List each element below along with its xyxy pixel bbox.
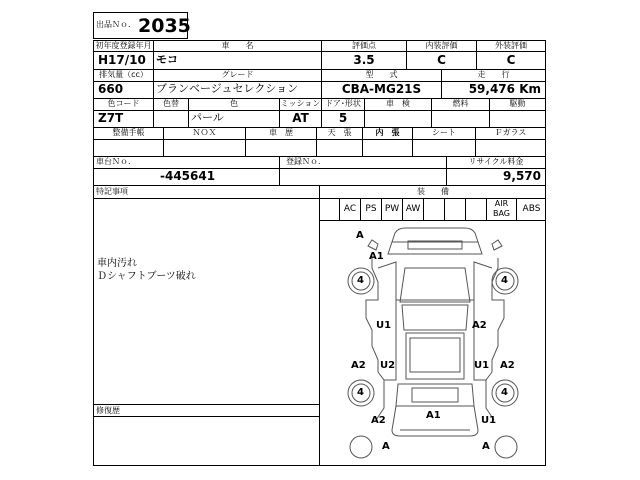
service-book-label: 整備手帳 <box>112 128 145 137</box>
car-name-value: モコ <box>156 53 178 66</box>
damage-mark-door-left-front: U1 <box>376 320 392 331</box>
doors-value: 5 <box>338 111 348 125</box>
damage-mark-front-fender-left: A1 <box>369 251 384 262</box>
drive-label: 駆動 <box>509 99 526 108</box>
mileage-value: 59,476 Km <box>468 82 541 96</box>
recycle-fee-label: リサイクル料金 <box>468 157 524 166</box>
color-value: パール <box>191 111 224 124</box>
damage-mark-tire-rear-right: 4 <box>501 387 508 398</box>
damage-mark-rear-bumper-left: A <box>382 441 390 452</box>
damage-mark-door-right-front: A2 <box>472 320 487 331</box>
registration-number-label: 登録Ｎｏ． <box>286 157 326 166</box>
vehicle-history-label: 車 歴 <box>269 128 293 137</box>
damage-mark-rear-left-door: U2 <box>380 360 396 371</box>
equipment-pw: PW <box>384 204 400 214</box>
color-code-value: Z7T <box>98 111 124 125</box>
score-value: 3.5 <box>353 53 375 67</box>
equipment-label: 装 備 <box>417 187 449 196</box>
damage-mark-rear-left: A2 <box>351 360 366 371</box>
score-label: 評価点 <box>352 41 376 50</box>
windshield-label: Ｆガラス <box>494 128 527 137</box>
exterior-grade-value: C <box>506 53 516 67</box>
damage-mark-rear-right: A2 <box>500 360 515 371</box>
special-notes-label: 特記事項 <box>96 187 128 196</box>
damage-mark-rear-quarter-left: A2 <box>371 415 386 426</box>
equipment-aw: AW <box>405 204 421 214</box>
lot-number-label: 出品Ｎｏ． <box>96 20 136 29</box>
model-code-label: 型 式 <box>365 70 398 79</box>
displacement-value: 660 <box>98 82 124 96</box>
note-line: Ｄシャフトブーツ破れ <box>97 271 196 282</box>
damage-mark-rear-bumper-right: A <box>482 441 490 452</box>
recycle-fee-value: 9,570 <box>503 169 541 183</box>
inspection-label: 車 検 <box>386 99 410 108</box>
model-code-value: CBA-MG21S <box>341 82 422 96</box>
note-line: 車内汚れ <box>97 258 137 269</box>
damage-mark-rear-gate: A1 <box>426 410 441 421</box>
equipment-ac: AC <box>343 204 357 214</box>
color-code-label: 色コード <box>107 99 140 108</box>
mileage-label: 走 行 <box>477 70 510 79</box>
interior-trim-label: 内 張 <box>375 128 400 137</box>
equipment-abs: ABS <box>522 204 541 214</box>
doors-label: ドア･形状 <box>325 99 361 108</box>
equipment-airbag: AIR BAG <box>492 199 511 218</box>
damage-mark-rear-quarter-right: U1 <box>481 415 497 426</box>
lot-number: 2035 <box>138 15 191 37</box>
nox-label: ＮＯＸ <box>192 128 217 137</box>
grade-value: ブランベージュセレクション <box>156 82 299 95</box>
chassis-number-value: -445641 <box>160 169 216 183</box>
interior-grade-label: 内装評価 <box>425 41 458 50</box>
damage-mark-tire-rear-left: 4 <box>357 387 364 398</box>
transmission-label: ミッション <box>280 99 321 108</box>
fuel-label: 燃料 <box>452 99 469 108</box>
first-registration-value: H17/10 <box>98 53 146 67</box>
color-label: 色 <box>230 99 238 108</box>
car-name-label: 車 名 <box>221 41 254 50</box>
transmission-value: AT <box>292 111 309 125</box>
damage-mark-rear-right-door: U1 <box>474 360 490 371</box>
seat-label: シート <box>432 128 456 137</box>
equipment-ps: PS <box>365 204 377 214</box>
color-change-label: 色替 <box>163 99 179 108</box>
first-registration-label: 初年度登録年月 <box>95 41 152 50</box>
damage-mark-tire-front-right: 4 <box>501 275 508 286</box>
displacement-label: 排気量（cc） <box>99 70 148 79</box>
repair-history-label: 修復歴 <box>96 406 120 415</box>
headliner-label: 天 張 <box>327 128 352 137</box>
interior-grade-value: C <box>437 53 446 67</box>
chassis-number-label: 車台Ｎｏ． <box>96 157 136 166</box>
damage-mark-tire-front-left: 4 <box>357 275 364 286</box>
exterior-grade-label: 外装評価 <box>495 41 527 50</box>
damage-mark-front: A <box>356 230 364 241</box>
grade-label: グレード <box>221 70 254 79</box>
